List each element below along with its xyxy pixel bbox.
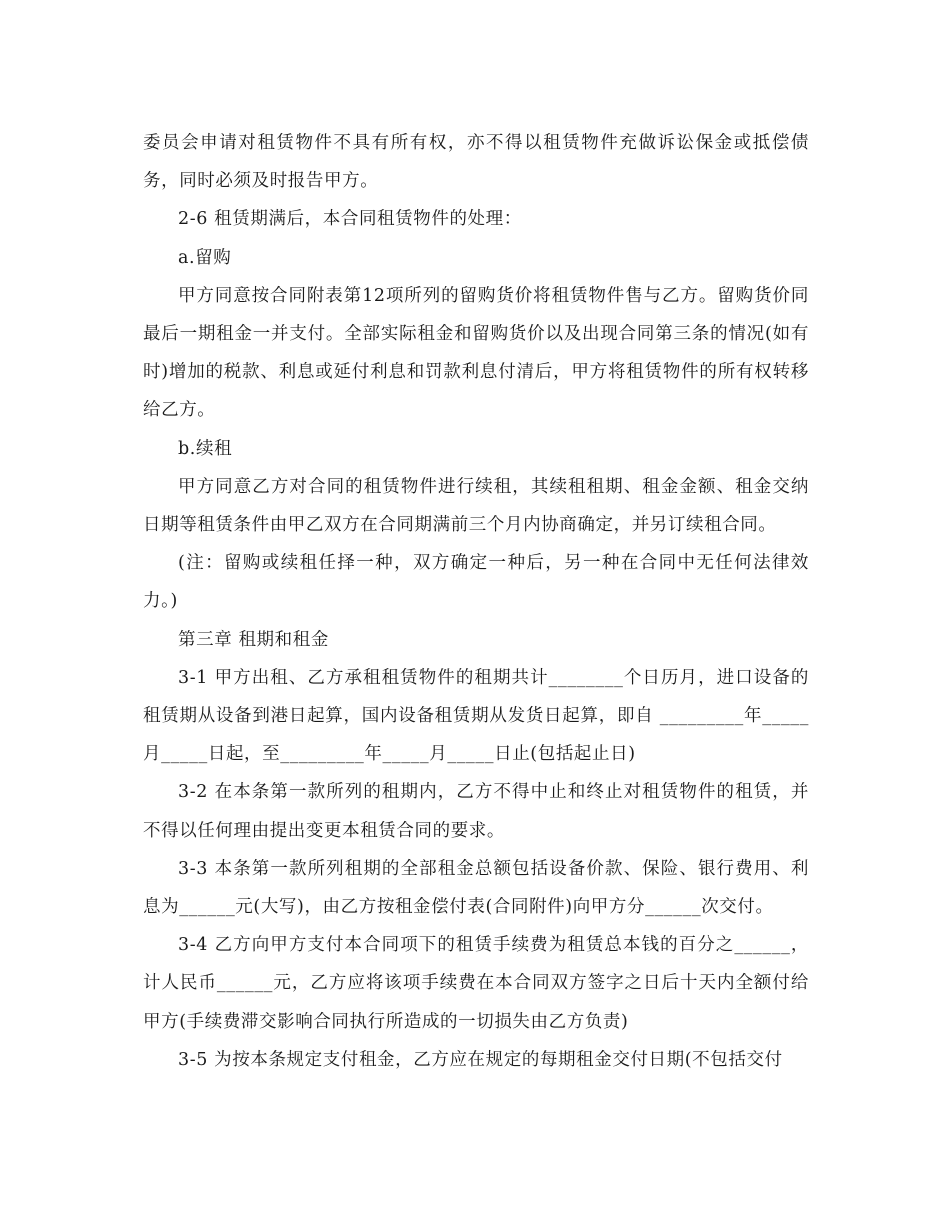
option-a-heading: a.留购 bbox=[178, 247, 232, 268]
document-body bbox=[143, 124, 809, 1079]
option-a-body: 甲方同意按合同附表第12项所列的留购货价将租赁物件售与乙方。留购货价同最后一期租金一并支付。全部实际租金和留购货价以及出现合同第三条的情况(如有时)增加的税款、利息或延付利息和罚款利息付清后，甲方将租赁物件的所有权转移给乙方。 bbox=[143, 285, 809, 421]
clause-3-2: 3-2 在本条第一款所列的租期内，乙方不得中止和终止对租赁物件的租赁，并不得以任何理由提出变更本租赁合同的要求。 bbox=[143, 782, 809, 841]
option-b-heading: b.续租 bbox=[178, 438, 233, 459]
clause-3-4: 3-4 乙方向甲方支付本合同项下的租赁手续费为租赁总本钱的百分之______，计人民币______元，乙方应将该项手续费在本合同双方签字之日后十天内全额付给甲方(手续费滞交影响合同执行所造成的一切损失由乙方负责) bbox=[143, 935, 809, 1032]
note-paragraph: (注：留购或续租任择一种，双方确定一种后，另一种在合同中无任何法律效力。) bbox=[143, 553, 809, 612]
paragraph-continuation: 委员会申请对租赁物件不具有所有权，亦不得以租赁物件充做诉讼保金或抵偿债务，同时必须及时报告甲方。 bbox=[143, 133, 809, 192]
clause-3-5: 3-5 为按本条规定支付租金，乙方应在规定的每期租金交付日期(不包括交付 bbox=[178, 1049, 783, 1070]
clause-2-6: 2-6 租赁期满后，本合同租赁物件的处理： bbox=[178, 209, 522, 230]
clause-3-1: 3-1 甲方出租、乙方承租租赁物件的租期共计________个日历月，进口设备的租赁期从设备到港日起算，国内设备租赁期从发货日起算，即自 _________年_____月_____日起，至_________年_____月_____日止(包括起止日) bbox=[143, 667, 809, 765]
option-b-body: 甲方同意乙方对合同的租赁物件进行续租，其续租租期、租金金额、租金交纳日期等租赁条件由甲乙双方在合同期满前三个月内协商确定，并另订续租合同。 bbox=[143, 476, 809, 536]
chapter-3-heading: 第三章 租期和租金 bbox=[178, 629, 329, 650]
clause-3-3: 3-3 本条第一款所列租期的全部租金总额包括设备价款、保险、银行费用、利息为______元(大写)，由乙方按租金偿付表(合同附件)向甲方分______次交付。 bbox=[143, 858, 809, 918]
